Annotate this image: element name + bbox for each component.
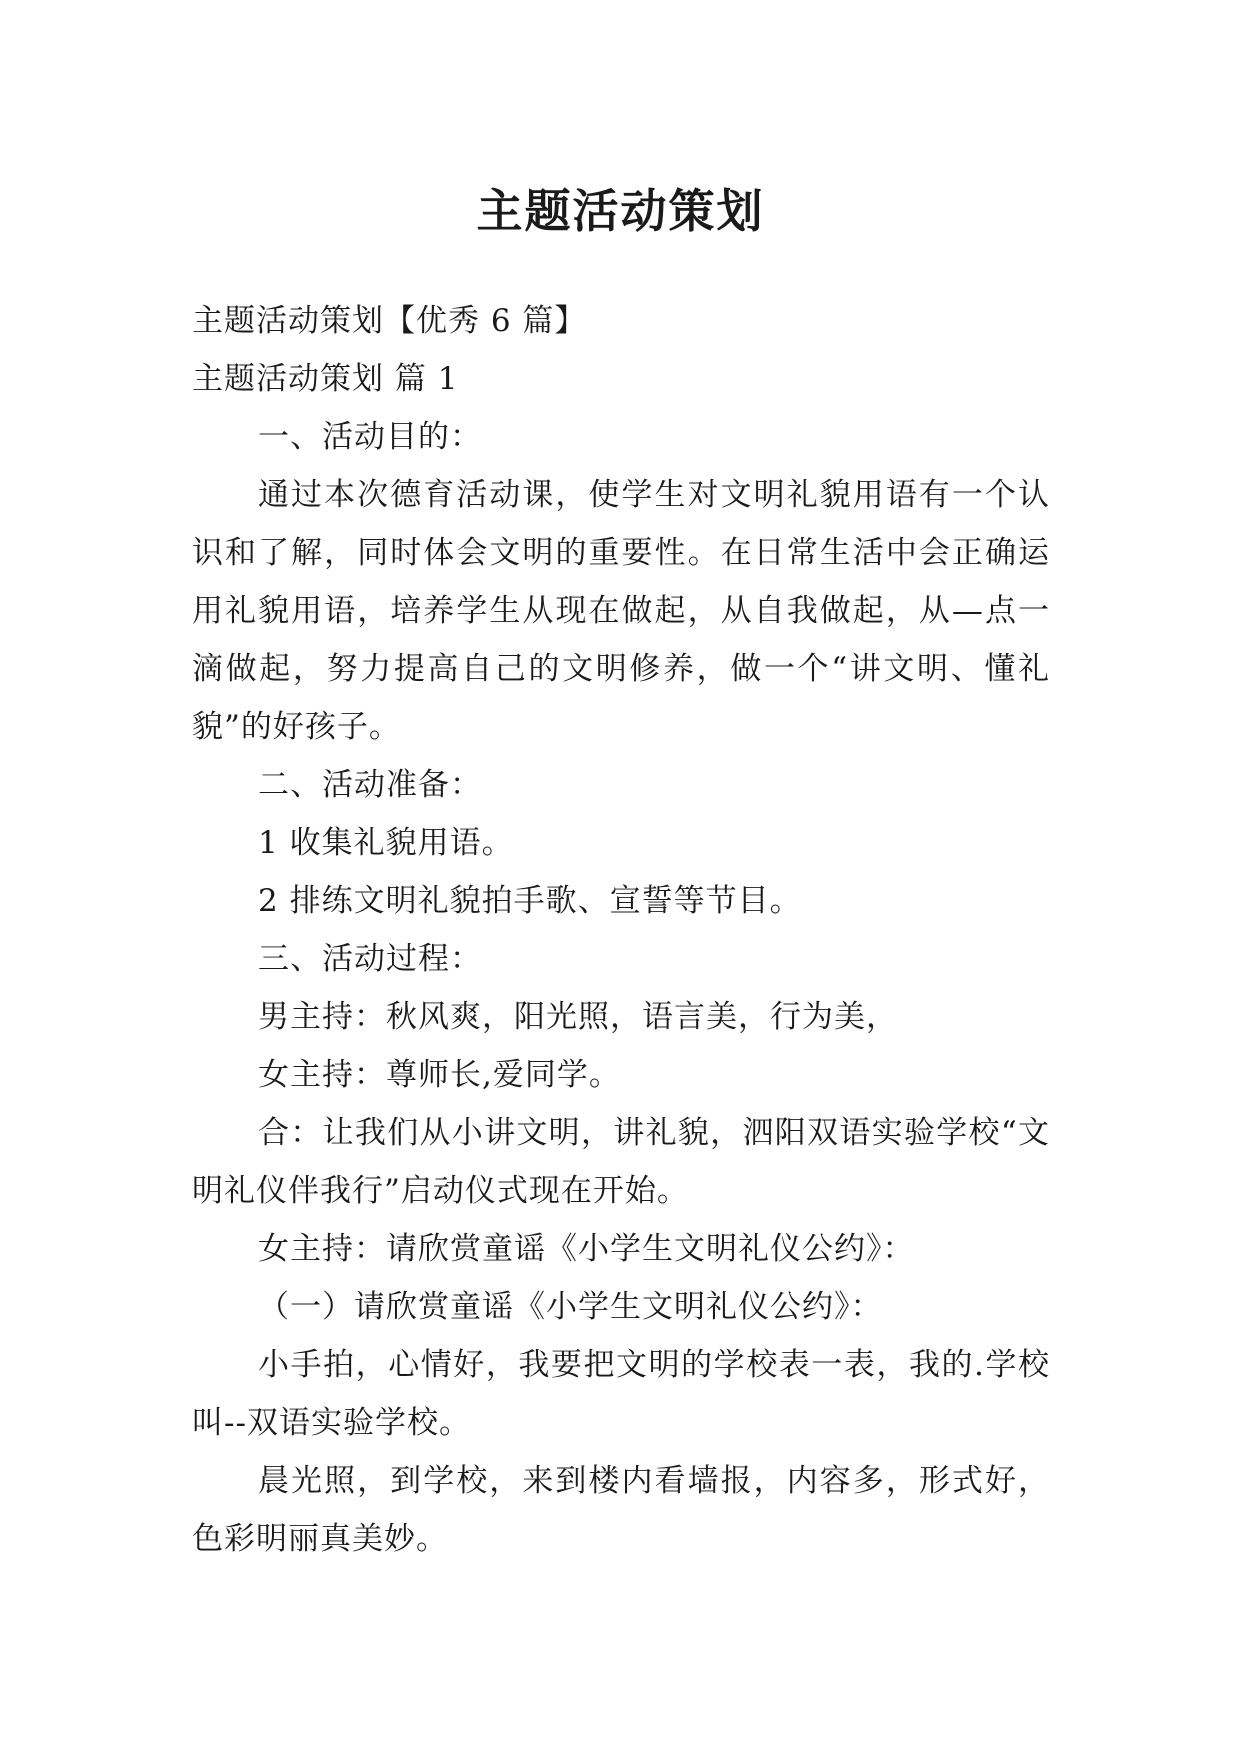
paragraph: 晨光照，到学校，来到楼内看墙报，内容多，形式好，色彩明丽真美妙。 <box>192 1463 1050 1557</box>
document-body <box>192 292 1050 1568</box>
paragraph: 主题活动策划【优秀 6 篇】 <box>192 303 587 339</box>
paragraph: 一、活动目的： <box>258 419 482 455</box>
paragraph: 二、活动准备： <box>258 767 482 803</box>
paragraph: 通过本次德育活动课，使学生对文明礼貌用语有一个认识和了解，同时体会文明的重要性。在日常生活中会正确运用礼貌用语，培养学生从现在做起，从自我做起，从—点一滴做起，努力提高自己的文明修养，做一个“讲文明、懂礼貌”的好孩子。 <box>192 477 1050 745</box>
paragraph: 三、活动过程： <box>258 941 482 977</box>
section-heading: 主题活动策划 篇 1 <box>192 361 459 397</box>
paragraph: 女主持：请欣赏童谣《小学生文明礼仪公约》： <box>258 1231 915 1267</box>
paragraph: 2 排练文明礼貌拍手歌、宣誓等节目。 <box>258 883 802 919</box>
document-title: 主题活动策划 <box>476 183 765 238</box>
paragraph: 女主持：尊师长,爱同学。 <box>258 1057 621 1093</box>
paragraph: 合：让我们从小讲文明，讲礼貌，泗阳双语实验学校“文明礼仪伴我行”启动仪式现在开始。 <box>192 1115 1050 1209</box>
paragraph: 小手拍，心情好，我要把文明的学校表一表，我的.学校叫--双语实验学校。 <box>192 1347 1050 1441</box>
paragraph: （一）请欣赏童谣《小学生文明礼仪公约》： <box>258 1289 883 1325</box>
paragraph: 1 收集礼貌用语。 <box>258 825 514 861</box>
paragraph: 男主持：秋风爽，阳光照，语言美，行为美， <box>258 999 898 1035</box>
